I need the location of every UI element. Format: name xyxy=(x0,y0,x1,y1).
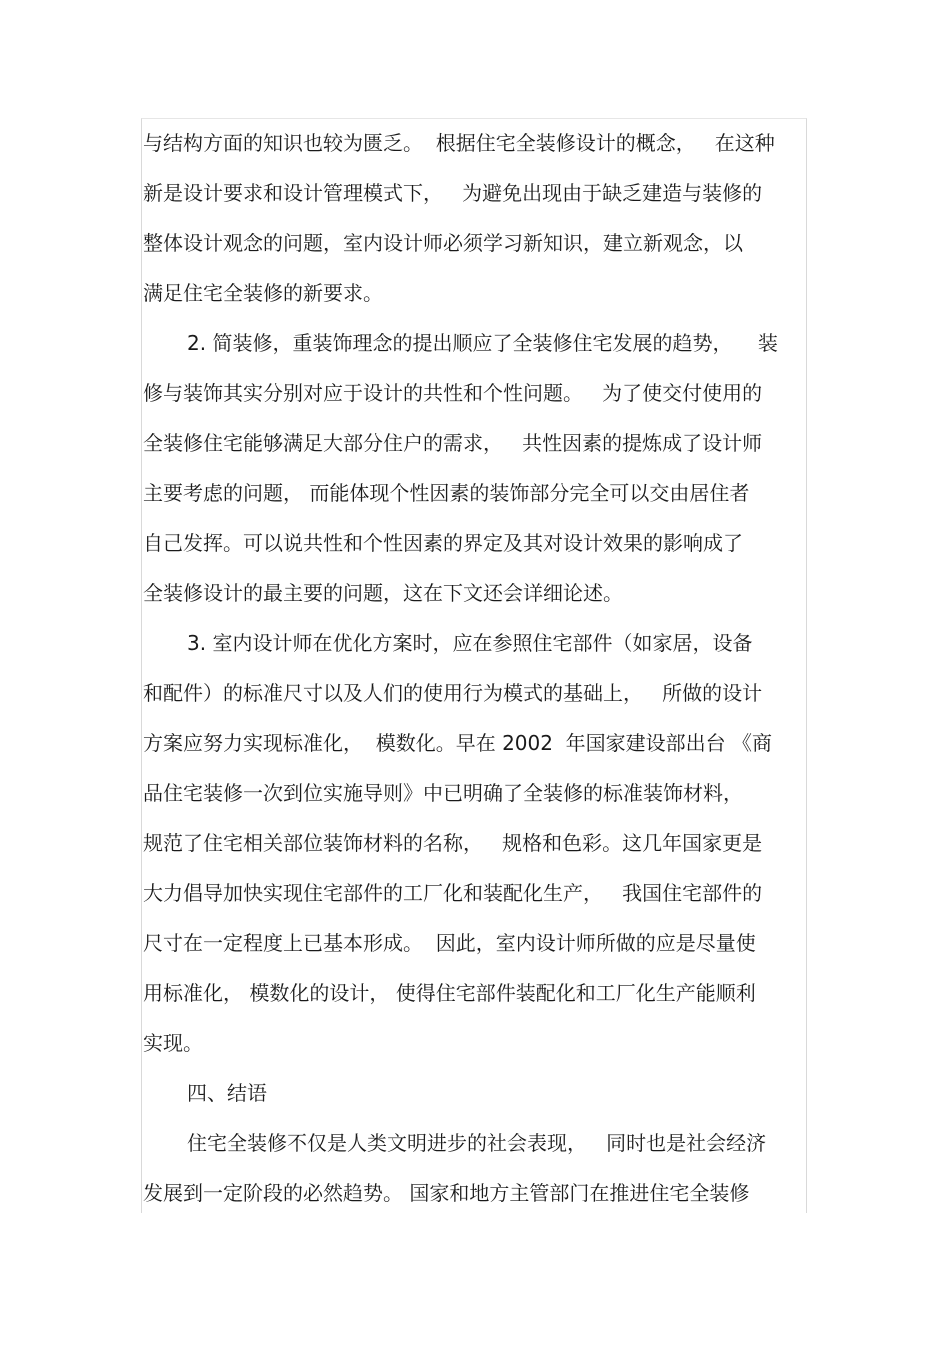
document-body xyxy=(143,118,807,1218)
text-line: 规范了住宅相关部位装饰材料的名称， 规格和色彩。这几年国家更是 xyxy=(143,831,763,855)
conclusion-paragraph-start: 住宅全装修不仅是人类文明进步的社会表现， 同时也是社会经济 xyxy=(187,1131,767,1155)
text-line: 尺寸在一定程度上已基本形成。 因此，室内设计师所做的应是尽量使 xyxy=(143,931,756,955)
text-line: 方案应努力实现标准化， 模数化。早在 2002 年国家建设部出台 《商 xyxy=(143,731,773,755)
paragraph-3-start: 3. 室内设计师在优化方案时，应在参照住宅部件（如家居，设备 xyxy=(187,631,753,655)
text-line: 修与装饰其实分别对应于设计的共性和个性问题。 为了使交付使用的 xyxy=(143,381,763,405)
text-line: 实现。 xyxy=(143,1031,203,1055)
text-line: 大力倡导加快实现住宅部件的工厂化和装配化生产， 我国住宅部件的 xyxy=(143,881,763,905)
text-line: 全装修住宅能够满足大部分住户的需求， 共性因素的提炼成了设计师 xyxy=(143,431,763,455)
text-line: 主要考虑的问题， 而能体现个性因素的装饰部分完全可以交由居住者 xyxy=(143,481,750,505)
text-line: 用标准化， 模数化的设计， 使得住宅部件装配化和工厂化生产能顺利 xyxy=(143,981,756,1005)
text-line: 发展到一定阶段的必然趋势。 国家和地方主管部门在推进住宅全装修 xyxy=(143,1181,750,1205)
section-heading: 四、结语 xyxy=(187,1081,267,1105)
paragraph-2-start: 2. 简装修，重装饰理念的提出顺应了全装修住宅发展的趋势， 装 xyxy=(187,331,778,355)
text-line: 与结构方面的知识也较为匮乏。 根据住宅全装修设计的概念， 在这种 xyxy=(143,131,775,155)
text-line: 满足住宅全装修的新要求。 xyxy=(143,281,383,305)
text-line: 和配件）的标准尺寸以及人们的使用行为模式的基础上， 所做的设计 xyxy=(143,681,763,705)
text-line: 自己发挥。可以说共性和个性因素的界定及其对设计效果的影响成了 xyxy=(143,531,743,555)
text-line: 整体设计观念的问题，室内设计师必须学习新知识，建立新观念，以 xyxy=(143,231,743,255)
text-line: 全装修设计的最主要的问题，这在下文还会详细论述。 xyxy=(143,581,623,605)
text-line: 新是设计要求和设计管理模式下， 为避免出现由于缺乏建造与装修的 xyxy=(143,181,763,205)
text-line: 品住宅装修一次到位实施导则》中已明确了全装修的标准装饰材料， xyxy=(143,781,743,805)
